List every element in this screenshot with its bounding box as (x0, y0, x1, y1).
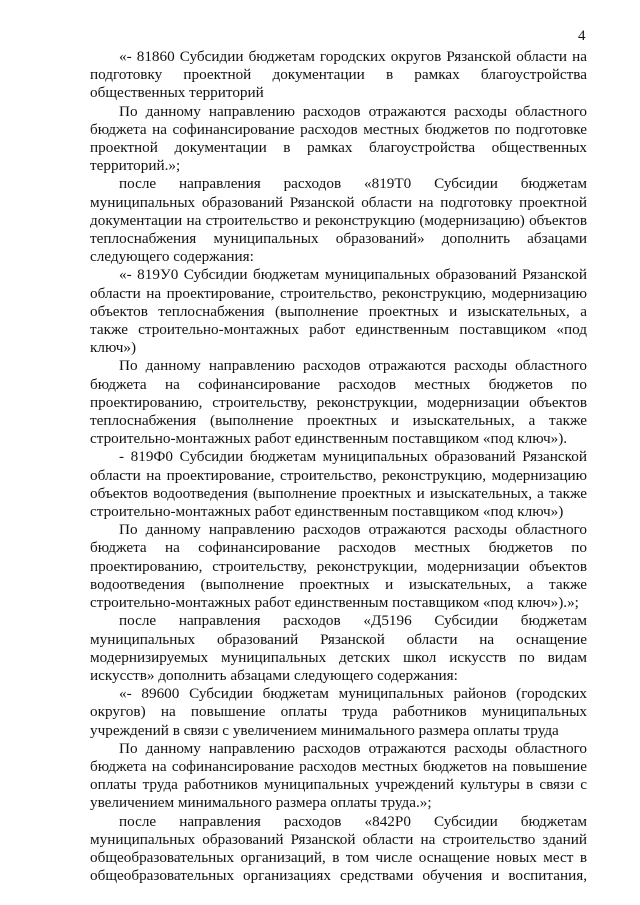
paragraph-89600: «- 89600 Субсидии бюджетам муниципальных районов (городских округов) на повышение оплаты труда работников муниципальных учреждений в связи с увеличением минимального размера оплаты труда (90, 685, 587, 739)
paragraph-89600-description: По данному направлению расходов отражаются расходы областного бюджета на софинансирование расходов местных бюджетов на повышение оплаты труда работников муниципальных учреждений культуры в связи с увеличением минимального размера оплаты труда.»; (90, 739, 587, 812)
page-number: 4 (578, 28, 586, 44)
paragraph-819U0-description: По данному направлению расходов отражаются расходы областного бюджета на софинансирование расходов местных бюджетов по проектированию, строительству, реконструкции, модернизации объектов теплоснабжения (выполнение проектных и изыскательных, а также строительно-монтажных работ единственным поставщиком «под ключ»). (90, 357, 587, 448)
paragraph-819F0: - 819Ф0 Субсидии бюджетам муниципальных образований Рязанской области на проектирование, строительство, реконструкцию, модернизацию объектов водоотведения (выполнение проектных и изыскательных, а также строительно-монтажных работ единственным поставщиком «под ключ») (90, 448, 587, 521)
paragraph-after-D5196: после направления расходов «Д5196 Субсидии бюджетам муниципальных образований Рязанской области на оснащение модернизируемых муниципальных детских школ искусств по видам искусств» дополнить абзацами следующего содержания: (90, 612, 587, 684)
paragraph-after-819T0: после направления расходов «819Т0 Субсидии бюджетам муниципальных образований Рязанской области на подготовку проектной документации на строительство и реконструкцию (модернизацию) объектов теплоснабжения муниципальных образований» дополнить абзацами следующего содержания: (90, 175, 587, 266)
paragraph-819U0: «- 819У0 Субсидии бюджетам муниципальных образований Рязанской области на проектирование, строительство, реконструкцию, модернизацию объектов теплоснабжения (выполнение проектных и изыскательных, а также строительно-монтажных работ единственным поставщиком «под ключ») (90, 266, 587, 357)
paragraph-819F0-description: По данному направлению расходов отражаются расходы областного бюджета на софинансирование расходов местных бюджетов по проектированию, строительству, реконструкции, модернизации объектов водоотведения (выполнение проектных и изыскательных, а также строительно-монтажных работ единственным поставщиком «под ключ»).»; (90, 521, 587, 612)
paragraph-after-842P0: после направления расходов «842Р0 Субсидии бюджетам муниципальных образований Рязанской области на строительство зданий общеобразовательных организаций, в том числе оснащение новых мест в общеобразовательных организациях средствами обучения и воспитания, (90, 812, 587, 885)
document-body (90, 48, 587, 885)
paragraph-81860: «- 81860 Субсидии бюджетам городских округов Рязанской области на подготовку проектной документации в рамках благоустройства общественных территорий (90, 48, 587, 102)
paragraph-81860-description: По данному направлению расходов отражаются расходы областного бюджета на софинансирование расходов местных бюджетов по подготовке проектной документации в рамках благоустройства общественных территорий.»; (90, 102, 587, 175)
